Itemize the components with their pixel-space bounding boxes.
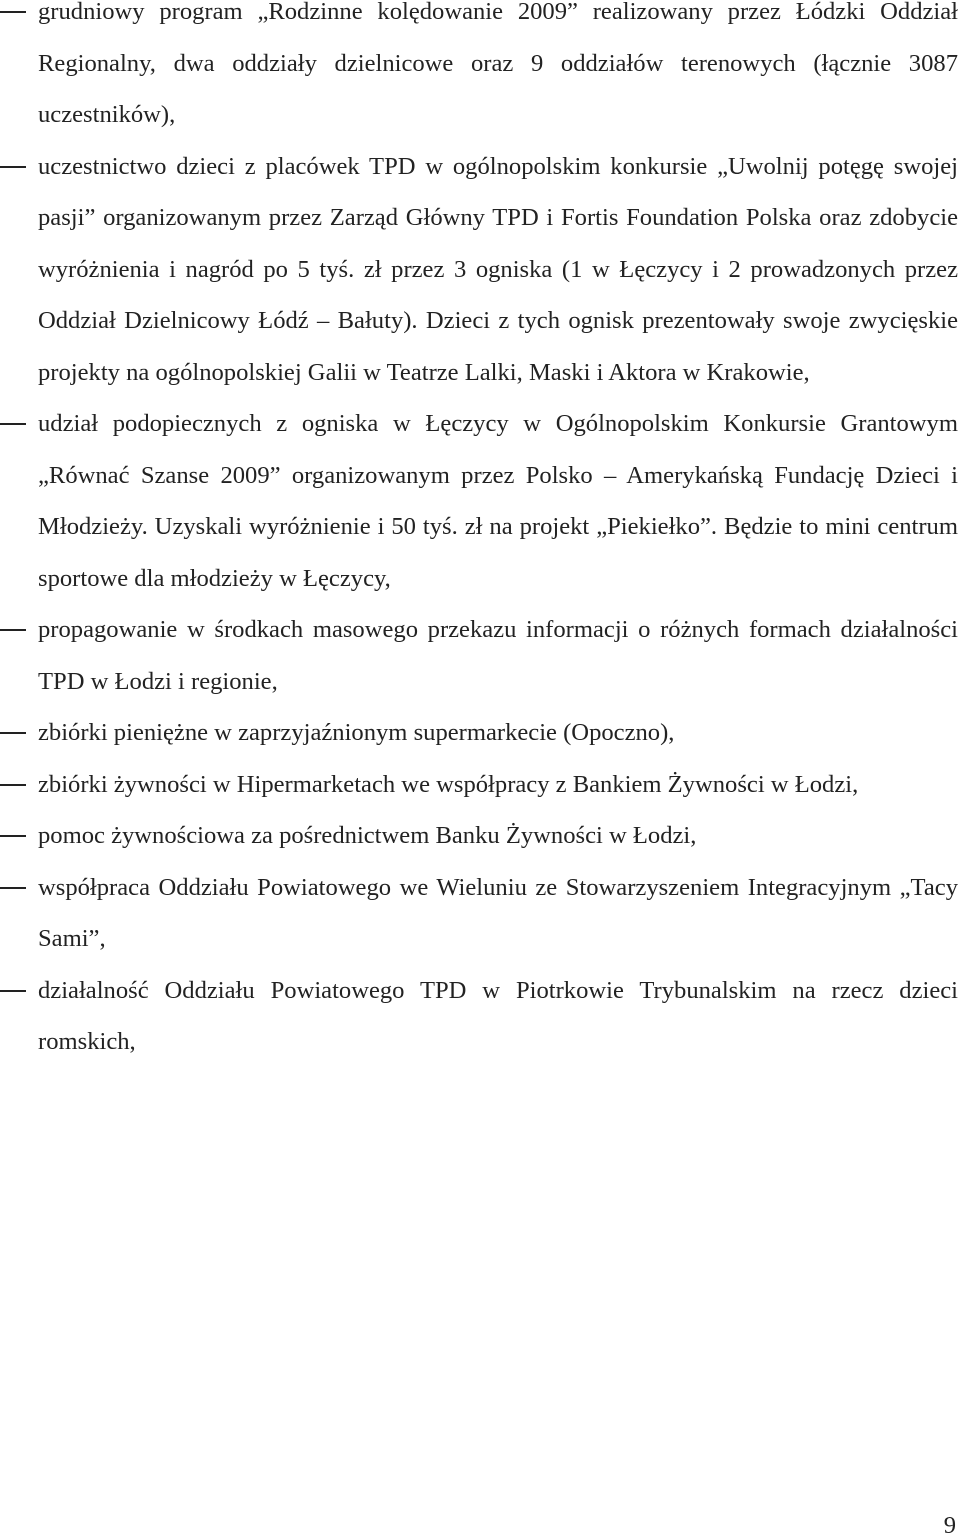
dash-bullet-icon	[0, 11, 26, 13]
list-item	[0, 604, 958, 707]
list-item-text: udział podopiecznych z ogniska w Łęczycy w Ogólnopolskim Konkursie Grantowym „Równać Szanse 2009” organizowanym przez Polsko – Amerykańską Fundację Dzieci i Młodzieży. Uzyskali wyróżnienie i 50 tyś. zł na projekt „Piekiełko”. Będzie to mini centrum sportowe dla młodzieży w Łęczycy,	[38, 410, 958, 592]
list-item	[0, 141, 958, 399]
list-item	[0, 862, 958, 965]
list-item-text: uczestnictwo dzieci z placówek TPD w ogólnopolskim konkursie „Uwolnij potęgę swojej pasji” organizowanym przez Zarząd Główny TPD i Fortis Foundation Polska oraz zdobycie wyróżnienia i nagród po 5 tyś. zł przez 3 ogniska (1 w Łęczycy i 2 prowadzonych przez Oddział Dzielnicowy Łódź – Bałuty). Dzieci z tych ognisk prezentowały swoje zwycięskie projekty na ogólnopolskiej Galii w Teatrze Lalki, Maski i Aktora w Krakowie,	[38, 152, 958, 386]
list-item	[0, 707, 958, 759]
list-item-text: współpraca Oddziału Powiatowego we Wieluniu ze Stowarzyszeniem Integracyjnym „Tacy Sami”,	[38, 873, 958, 952]
list-item	[0, 759, 958, 811]
dash-bullet-icon	[0, 990, 26, 992]
list-item-text: propagowanie w środkach masowego przekazu informacji o różnych formach działalności TPD w Łodzi i regionie,	[38, 616, 958, 695]
list-item-text: grudniowy program „Rodzinne kolędowanie 2009” realizowany przez Łódzki Oddział Regionalny, dwa oddziały dzielnicowe oraz 9 oddziałów terenowych (łącznie 3087 uczestników),	[38, 0, 958, 128]
list-item-text: działalność Oddziału Powiatowego TPD w Piotrkowie Trybunalskim na rzecz dzieci romskich,	[38, 976, 958, 1055]
list-item-text: zbiórki pieniężne w zaprzyjaźnionym supermarkecie (Opoczno),	[38, 719, 675, 746]
list-item-text: pomoc żywnościowa za pośrednictwem Banku Żywności w Łodzi,	[38, 822, 697, 849]
dash-bullet-icon	[0, 887, 26, 889]
dash-bullet-icon	[0, 166, 26, 168]
list-item	[0, 398, 958, 604]
dash-bullet-icon	[0, 732, 26, 734]
dash-bullet-icon	[0, 629, 26, 631]
list-item	[0, 0, 958, 141]
dash-bullet-icon	[0, 423, 26, 425]
dash-bullet-icon	[0, 784, 26, 786]
list-item	[0, 810, 958, 862]
dash-bullet-icon	[0, 835, 26, 837]
page-number: 9	[943, 1512, 956, 1539]
list-item	[0, 965, 958, 1068]
list-item-text: zbiórki żywności w Hipermarketach we współpracy z Bankiem Żywności w Łodzi,	[38, 770, 859, 798]
